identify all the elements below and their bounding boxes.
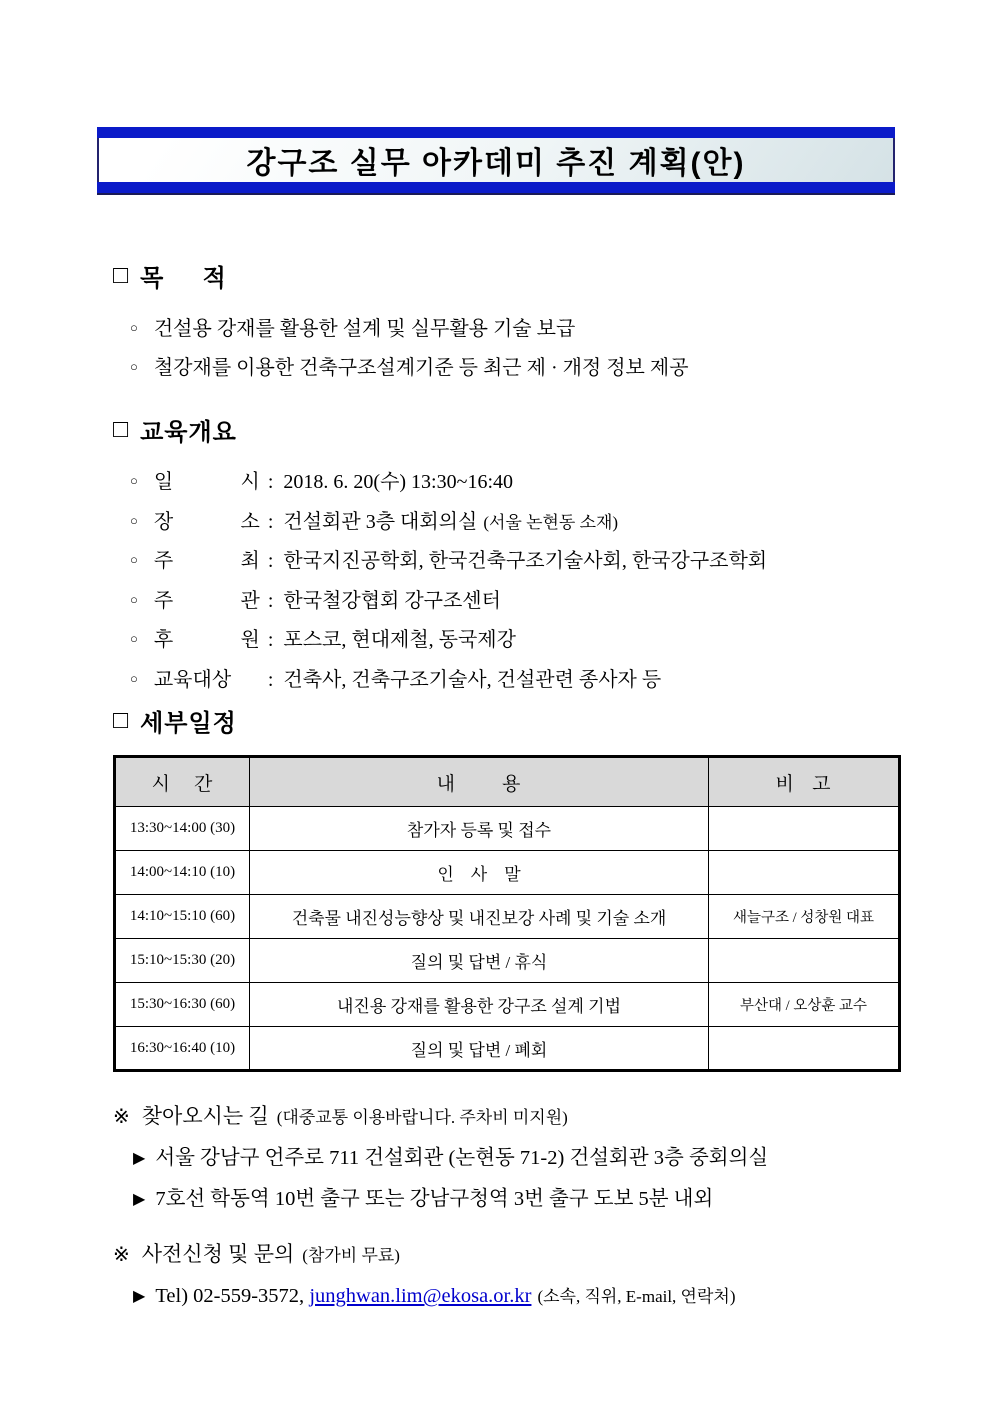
circle-bullet-icon: ○ — [130, 591, 138, 607]
banner-top-bar — [97, 127, 895, 138]
cell-remark — [709, 939, 900, 983]
triangle-bullet-icon: ▶ — [133, 1288, 146, 1305]
directions-line-text: 서울 강남구 언주로 711 건설회관 (논현동 71-2) 건설회관 3층 중회의실 — [155, 1147, 769, 1169]
cell-content: 건축물 내진성능향상 및 내진보강 사례 및 기술 소개 — [250, 895, 709, 939]
contact-email-note: (소속, 직위, E-mail, 연락처) — [537, 1287, 736, 1306]
overview-label: 주 최 — [153, 550, 260, 572]
directions-lines — [113, 1138, 933, 1220]
overview-value: 건설회관 3층 대회의실 — [283, 510, 478, 533]
overview-label: 일 시 — [153, 471, 260, 493]
circle-bullet-icon: ○ — [130, 670, 138, 686]
overview-value: 포스코, 현대제철, 동국제강 — [283, 629, 516, 651]
directions-line-address — [133, 1138, 933, 1179]
table-row — [115, 895, 900, 939]
schedule-table-header — [115, 757, 900, 807]
directions-line-subway — [133, 1179, 933, 1220]
overview-row-sponsor — [130, 620, 898, 660]
reference-mark-icon: ※ — [113, 1244, 130, 1266]
overview-heading-text: 교육개요 — [140, 419, 237, 446]
directions-note — [113, 1096, 933, 1220]
overview-row-host — [130, 541, 898, 581]
overview-row-date — [130, 462, 898, 502]
overview-row-venue — [130, 502, 898, 542]
table-row — [115, 1027, 900, 1071]
overview-label: 주 관 — [153, 589, 260, 612]
triangle-bullet-icon: ▶ — [133, 1191, 146, 1208]
overview-row-organizer — [130, 581, 898, 621]
cell-remark: 부산대 / 오상훈 교수 — [709, 983, 900, 1027]
purpose-item-text: 철강재를 이용한 건축구조설계기준 등 최근 제 · 개정 정보 제공 — [153, 357, 689, 379]
cell-time: 16:30~16:40 (10) — [115, 1027, 250, 1071]
overview-separator: : — [267, 510, 274, 533]
cell-content: 참가자 등록 및 접수 — [250, 807, 709, 851]
contact-title: 사전신청 및 문의 — [141, 1242, 295, 1266]
overview-value-note: (서울 논현동 소재) — [483, 512, 619, 532]
overview-label: 교육대상 — [153, 668, 232, 691]
directions-line-text: 7호선 학동역 10번 출구 또는 강남구청역 3번 출구 도보 5분 내외 — [155, 1188, 714, 1210]
cell-remark — [709, 807, 900, 851]
cell-time: 14:00~14:10 (10) — [115, 851, 250, 895]
banner-bottom-bar — [97, 182, 895, 193]
header-time: 시 간 — [115, 757, 250, 807]
banner-body — [97, 138, 895, 182]
directions-title-line — [113, 1096, 933, 1138]
circle-bullet-icon: ○ — [130, 320, 138, 335]
contact-line-tel — [133, 1276, 933, 1317]
header-content: 내 용 — [250, 757, 709, 807]
overview-label: 장 소 — [153, 510, 260, 533]
cell-time: 15:10~15:30 (20) — [115, 939, 250, 983]
directions-title: 찾아오시는 길 — [141, 1104, 269, 1128]
directions-title-note: (대중교통 이용바랍니다. 주차비 미지원) — [276, 1108, 568, 1127]
circle-bullet-icon: ○ — [130, 631, 138, 646]
reference-mark-icon: ※ — [113, 1106, 130, 1128]
schedule-table-body — [115, 807, 900, 1071]
section-schedule — [113, 703, 898, 1072]
table-header-row — [115, 757, 900, 807]
square-bullet-icon: □ — [113, 415, 129, 443]
header-remark: 비 고 — [709, 757, 900, 807]
overview-heading — [113, 412, 898, 447]
overview-separator: : — [267, 471, 274, 493]
overview-value: 한국지진공학회, 한국건축구조기술사회, 한국강구조학회 — [283, 550, 768, 572]
contact-title-line — [113, 1234, 933, 1276]
cell-content: 질의 및 답변 / 폐회 — [250, 1027, 709, 1071]
table-row — [115, 939, 900, 983]
overview-separator: : — [267, 629, 274, 651]
cell-content: 내진용 강재를 활용한 강구조 설계 기법 — [250, 983, 709, 1027]
email-link[interactable]: junghwan.lim@ekosa.or.kr — [309, 1285, 532, 1307]
contact-title-note: (참가비 무료) — [302, 1246, 400, 1265]
circle-bullet-icon: ○ — [130, 473, 138, 488]
contact-lines — [113, 1276, 933, 1317]
section-overview — [113, 412, 898, 699]
purpose-item-text: 건설용 강재를 활용한 설계 및 실무활용 기술 보급 — [153, 318, 576, 340]
cell-remark — [709, 851, 900, 895]
schedule-heading — [113, 703, 898, 738]
cell-content: 인 사 말 — [250, 851, 709, 895]
circle-bullet-icon: ○ — [130, 512, 138, 528]
circle-bullet-icon: ○ — [130, 552, 138, 567]
cell-remark: 새늘구조 / 성창원 대표 — [709, 895, 900, 939]
table-row — [115, 807, 900, 851]
circle-bullet-icon: ○ — [130, 359, 138, 374]
overview-label: 후 원 — [153, 629, 260, 651]
cell-remark — [709, 1027, 900, 1071]
table-row — [115, 983, 900, 1027]
overview-row-audience — [130, 660, 898, 700]
banner-underline — [97, 193, 895, 195]
purpose-heading-text: 목 적 — [140, 265, 227, 292]
purpose-item — [130, 309, 898, 348]
contact-note — [113, 1234, 933, 1317]
purpose-items — [113, 309, 898, 387]
overview-value: 건축사, 건축구조기술사, 건설관련 종사자 등 — [283, 668, 662, 691]
document-title: 강구조 실무 아카데미 추진 계획(안) — [246, 147, 746, 180]
overview-value: 2018. 6. 20(수) 13:30~16:40 — [283, 471, 513, 493]
cell-time: 14:10~15:10 (60) — [115, 895, 250, 939]
cell-time: 15:30~16:30 (60) — [115, 983, 250, 1027]
section-purpose — [113, 258, 898, 387]
purpose-item — [130, 348, 898, 387]
schedule-heading-text: 세부일정 — [140, 710, 237, 737]
schedule-table — [113, 755, 901, 1072]
overview-separator: : — [267, 550, 274, 572]
overview-rows — [113, 462, 898, 699]
overview-separator: : — [267, 589, 274, 612]
cell-content: 질의 및 답변 / 휴식 — [250, 939, 709, 983]
triangle-bullet-icon: ▶ — [133, 1150, 146, 1167]
square-bullet-icon: □ — [113, 261, 129, 289]
square-bullet-icon: □ — [113, 706, 129, 734]
overview-value: 한국철강협회 강구조센터 — [283, 589, 501, 612]
purpose-heading — [113, 258, 898, 293]
table-row — [115, 851, 900, 895]
tel-label: Tel) 02-559-3572, — [155, 1285, 305, 1307]
cell-time: 13:30~14:00 (30) — [115, 807, 250, 851]
overview-separator: : — [267, 668, 274, 691]
title-banner — [97, 127, 895, 195]
